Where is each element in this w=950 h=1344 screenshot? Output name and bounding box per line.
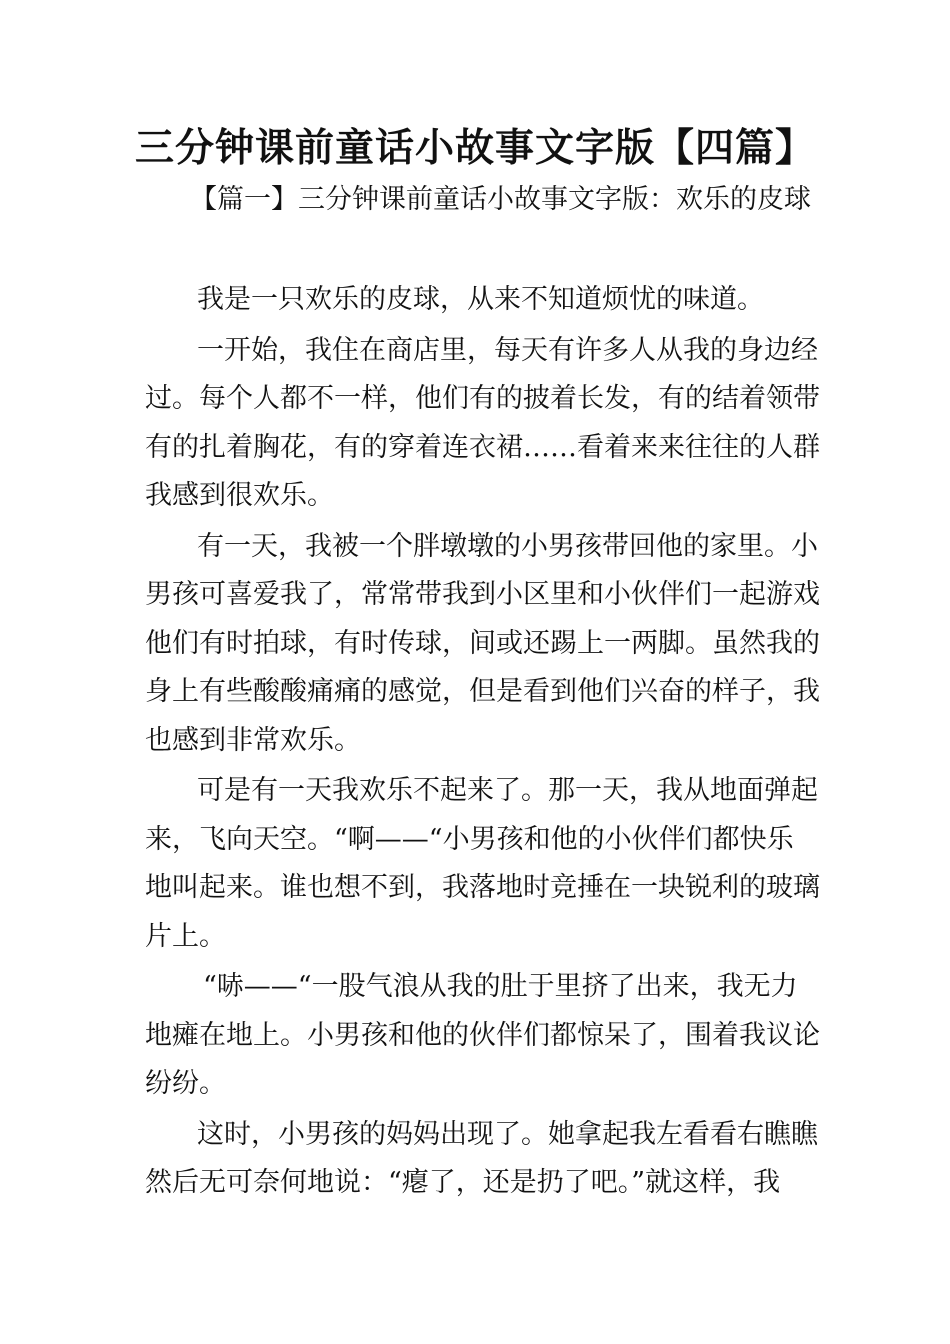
paragraph [145,523,820,766]
text-line: 纷纷。 [145,1068,226,1099]
paragraph [145,1111,818,1208]
text-line: 过。每个人都不一样，他们有的披着长发，有的结着领带 [145,383,820,414]
text-line: 有一天，我被一个胖墩墩的小男孩带回他的家里。小 [197,530,818,562]
text-line: 也感到非常欢乐。 [145,724,361,756]
text-line: 来，飞向天空。“啊——“小男孩和他的小伙伴们都快乐 [145,823,794,855]
paragraph [145,327,820,521]
text-line: 然后无可奈何地说：“瘪了，还是扔了吧。”就这样，我 [145,1167,781,1198]
paragraph [145,767,820,961]
text-line: 这时，小男孩的妈妈出现了。她拿起我左看看右瞧瞧 [197,1118,818,1150]
text-line: 我感到很欢乐。 [145,480,334,511]
text-line: 身上有些酸酸痛痛的感觉，但是看到他们兴奋的样子，我 [145,676,820,707]
text-line: 一开始，我住在商店里，每天有许多人从我的身边经 [197,334,818,366]
text-line: 地瘫在地上。小男孩和他的伙伴们都惊呆了，围着我议论 [145,1019,820,1051]
text-line: 男孩可喜爱我了，常常带我到小区里和小伙伴们一起游戏 [145,579,820,610]
text-line: 我是一只欢乐的皮球，从来不知道烦忧的味道。 [197,284,764,315]
section-heading: 【篇一】三分钟课前童话小故事文字版：欢乐的皮球 [190,184,811,215]
text-line: “哧——“一股气浪从我的肚于里挤了出来，我无力 [203,971,798,1002]
text-line: 片上。 [145,920,226,952]
text-line: 可是有一天我欢乐不起来了。那一天，我从地面弹起 [197,775,818,806]
paragraph [145,963,820,1109]
story-body [145,276,820,1210]
text-line: 有的扎着胸花，有的穿着连衣裙……看着来来往往的人群 [145,431,820,463]
paragraph [145,276,807,325]
text-line: 他们有时拍球，有时传球，间或还踢上一两脚。虽然我的 [145,627,820,659]
document-title: 三分钟课前童话小故事文字版【四篇】 [134,125,815,171]
text-line: 地叫起来。谁也想不到，我落地时竞捶在一块锐利的玻璃 [145,872,820,903]
